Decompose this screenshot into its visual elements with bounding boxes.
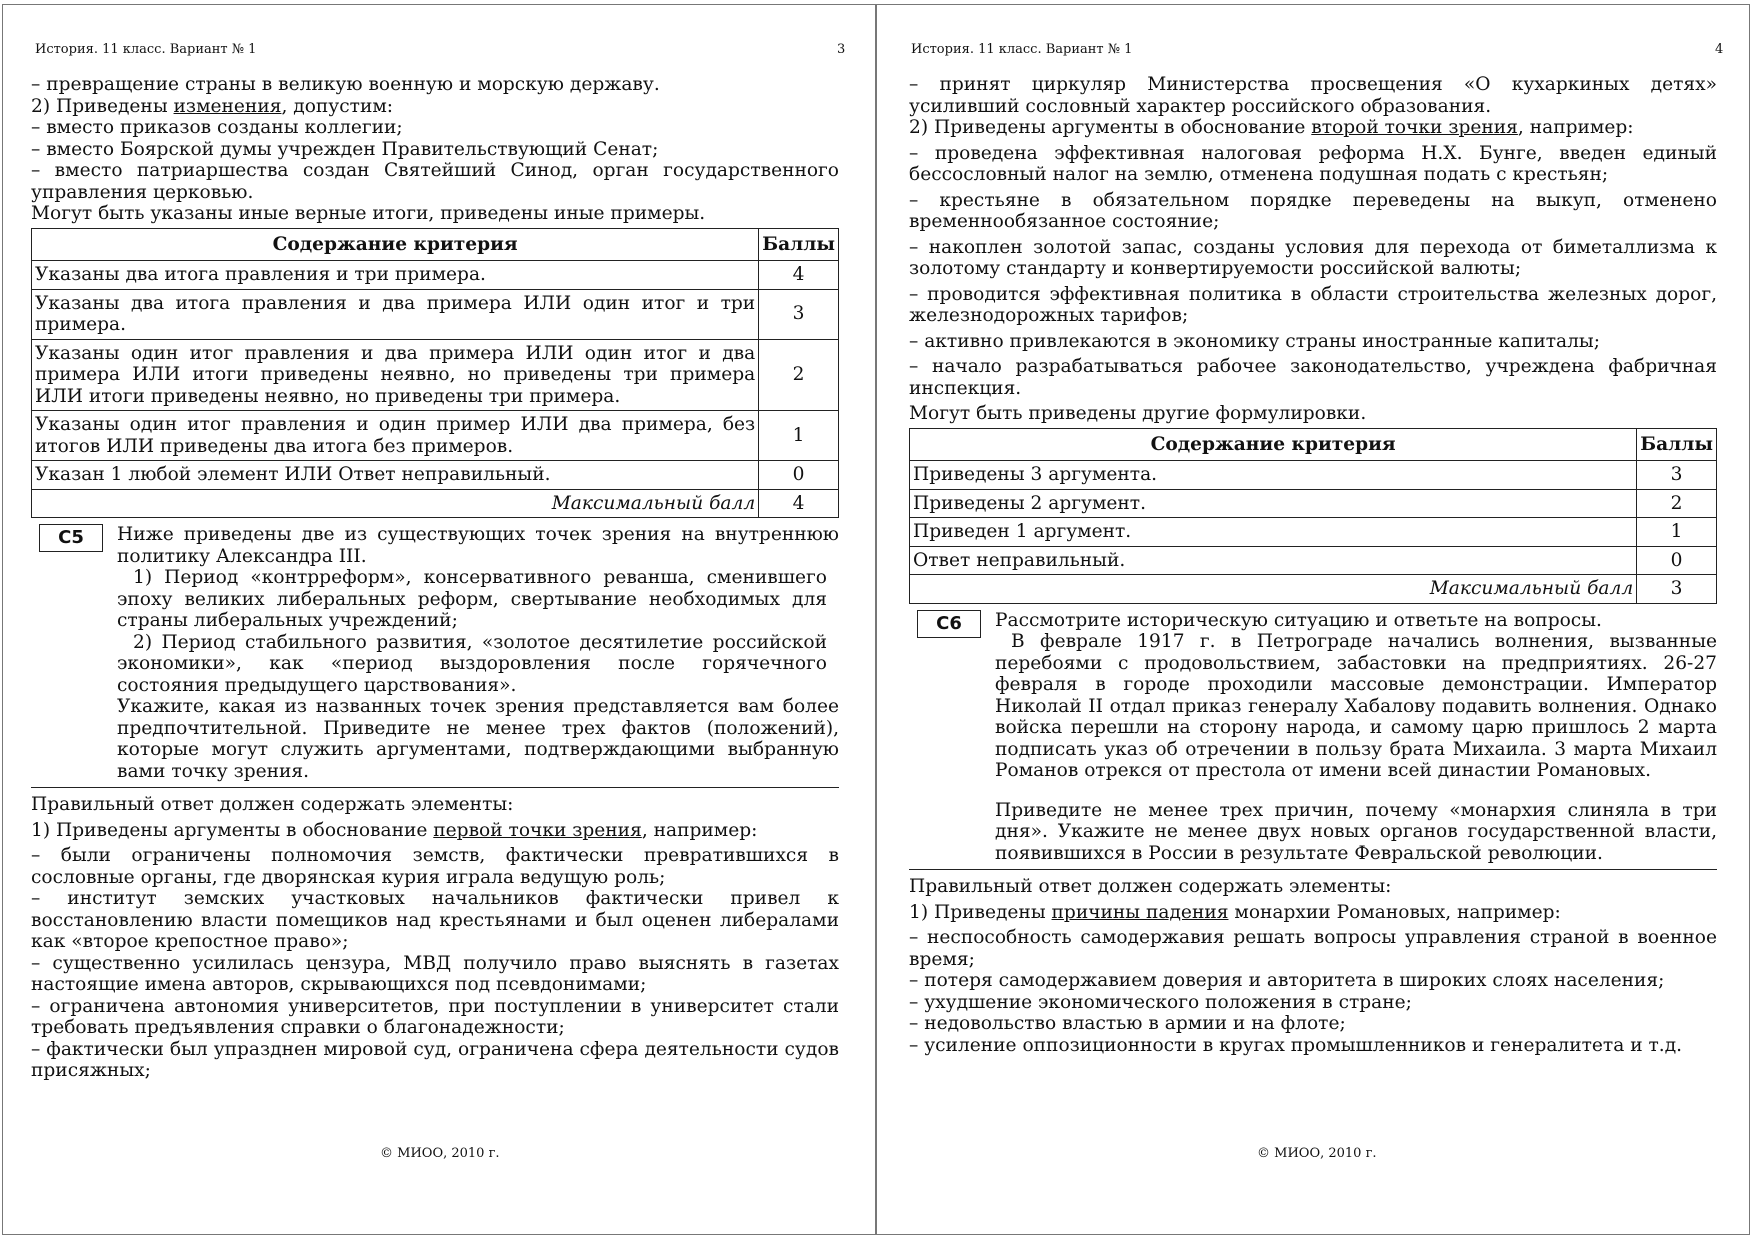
list-item: – активно привлекаются в экономику страны иностранные капиталы; [909, 330, 1600, 352]
table-row [910, 461, 1717, 490]
list-item: – недовольство властью в армии и на флоте; [909, 1013, 1346, 1034]
list-item: – фактически был упразднен мировой суд, ограничена сфера деятельности судов присяжных; [31, 1038, 839, 1081]
score-cell: 2 [1637, 489, 1717, 518]
table-cell: Приведены 3 аргумента. [910, 461, 1637, 490]
table-row [910, 518, 1717, 547]
table-header: Баллы [759, 228, 839, 261]
table-row [910, 546, 1717, 575]
table-header: Баллы [1637, 428, 1717, 461]
task-text: 1) Период «контрреформ», консервативного реванша, сменившего эпоху великих либеральных реформ, свертывание необходимых для страны либеральных учреждений; [117, 567, 827, 631]
score-cell: 3 [1637, 461, 1717, 490]
score-cell: 3 [759, 289, 839, 339]
page-number: 4 [1715, 42, 1724, 57]
paragraph: Правильный ответ должен содержать элементы: [909, 876, 1392, 897]
table-header-row [910, 428, 1717, 461]
table-cell: Указан 1 любой элемент ИЛИ Ответ неправильный. [32, 461, 759, 490]
list-item: – были ограничены полномочия земств, фактически превратившихся в сословные органы, где дворянская курия играла ведущую роль; [31, 845, 839, 888]
score-cell: 1 [1637, 518, 1717, 547]
max-score-cell: 4 [759, 489, 839, 518]
task-body [117, 524, 839, 782]
paragraph: 2) Приведены аргументы в обоснование второй точки зрения, например: [909, 117, 1634, 138]
list-item: – начало разрабатываться рабочее законодательство, учреждена фабричная инспекция. [909, 356, 1717, 399]
list-item: – проводится эффективная политика в области строительства железных дорог, железнодорожных тарифов; [909, 283, 1717, 326]
list-item: – усиление оппозиционности в кругах промышленников и генералитета и т.д. [909, 1034, 1683, 1056]
table-row [32, 339, 839, 411]
criteria-table [31, 228, 839, 519]
page-left [2, 4, 876, 1235]
paragraph: 1) Приведены аргументы в обоснование первой точки зрения, например: [31, 819, 758, 841]
list-item: – проведена эффективная налоговая реформа Н.Х. Бунге, введен единый бессословный налог на землю, отменена подушная подать с крестьян; [909, 142, 1717, 185]
table-row [32, 411, 839, 461]
task-text: Рассмотрите историческую ситуацию и ответьте на вопросы. [995, 609, 1602, 631]
page-footer: © МИОО, 2010 г. [1257, 1146, 1377, 1161]
table-row [32, 261, 839, 290]
score-cell: 0 [759, 461, 839, 490]
paragraph: Правильный ответ должен содержать элементы: [31, 794, 514, 815]
score-cell: 1 [759, 411, 839, 461]
task-label: С5 [39, 524, 103, 552]
paragraph: 2) Приведены изменения, допустим: [31, 95, 394, 117]
table-cell: Приведены 2 аргумент. [910, 489, 1637, 518]
page-content [909, 74, 1717, 1056]
table-cell: Указаны два итога правления и три примера. [32, 261, 759, 290]
table-cell: Приведен 1 аргумент. [910, 518, 1637, 547]
table-cell: Указаны два итога правления и два примера ИЛИ один итог и три примера. [32, 289, 759, 339]
list-item: – ухудшение экономического положения в стране; [909, 991, 1412, 1013]
max-score-label: Максимальный балл [32, 489, 759, 518]
task-text: В феврале 1917 г. в Петрограде начались волнения, вызванные перебоями с продовольствием, забастовки на предприятиях. 26-27 февраля в городе проходили массовые демонстрации. Император Николай II отдал приказ генералу Хабалову подавить волнения. Однако войска перешли на сторону народа, и самому царю пришлось 2 марта подписать указ об отречении в пользу брата Михаила. 3 марта Михаил Романов отрекся от престола от имени всей династии Романовых. [995, 631, 1717, 781]
list-item: – вместо приказов созданы коллегии; [31, 117, 403, 138]
task-label: С6 [917, 610, 981, 638]
task-c6 [909, 610, 1717, 865]
table-row [32, 461, 839, 490]
list-item: – ограничена автономия университетов, при поступлении в университет стали требовать предъявления справки о благонадежности; [31, 995, 839, 1038]
score-cell: 0 [1637, 546, 1717, 575]
task-text: Укажите, какая из названных точек зрения представляется вам более предпочтительной. Приведите не менее трех фактов (положений), которые могут служить аргументами, подтверждающими выбранную вами точку зрения. [117, 696, 839, 782]
task-c5 [31, 524, 839, 782]
table-cell: Ответ неправильный. [910, 546, 1637, 575]
task-text: 2) Период стабильного развития, «золотое десятилетие российской экономики», как «период выздоровления после горячечного состояния предыдущего царствования». [117, 631, 827, 696]
list-item: – институт земских участковых начальников фактически привел к восстановлению власти помещиков над крестьянами и был оценен либералами как «второе крепостное право»; [31, 888, 839, 952]
page-number: 3 [837, 42, 846, 57]
list-item: – неспособность самодержавия решать вопросы управления страной в военное время; [909, 927, 1717, 970]
table-cell: Указаны один итог правления и один пример ИЛИ два примера, без итогов ИЛИ приведены два итога без примеров. [32, 411, 759, 461]
task-body [995, 610, 1717, 865]
table-cell: Указаны один итог правления и два примера ИЛИ один итог и два примера ИЛИ итоги приведены неявно, но приведены три примера ИЛИ итоги приведены неявно, но приведены три примера. [32, 339, 759, 411]
task-text: Приведите не менее трех причин, почему «монархия слиняла в три дня». Укажите не менее двух новых органов государственной власти, появившихся в России в результате Февральской революции. [995, 799, 1717, 864]
page-content [31, 74, 839, 1082]
table-header: Содержание критерия [32, 228, 759, 261]
task-text: Ниже приведены две из существующих точек зрения на внутреннюю политику Александра III. [117, 524, 839, 567]
table-header-row [32, 228, 839, 261]
page-right [876, 4, 1750, 1235]
max-score-label: Максимальный балл [910, 575, 1637, 604]
score-cell: 4 [759, 261, 839, 290]
page-footer: © МИОО, 2010 г. [380, 1146, 500, 1161]
paragraph: Могут быть указаны иные верные итоги, приведены иные примеры. [31, 203, 706, 224]
table-row [910, 489, 1717, 518]
paragraph: – превращение страны в великую военную и морскую державу. [31, 74, 660, 95]
max-score-cell: 3 [1637, 575, 1717, 604]
table-row [32, 289, 839, 339]
table-row [32, 489, 839, 518]
table-row [910, 575, 1717, 604]
list-item: – принят циркуляр Министерства просвещения «О кухаркиных детях» усиливший сословный характер российского образования. [909, 74, 1717, 117]
paragraph: 1) Приведены причины падения монархии Романовых, например: [909, 901, 1561, 923]
divider [31, 787, 839, 788]
page-header: История. 11 класс. Вариант № 1 [35, 42, 257, 57]
criteria-table [909, 428, 1717, 604]
list-item: – крестьяне в обязательном порядке переведены на выкуп, отменено временнообязанное состояние; [909, 189, 1717, 232]
list-item: – накоплен золотой запас, созданы условия для перехода от биметаллизма к золотому стандарту и конвертируемости российской валюты; [909, 236, 1717, 279]
list-item: – вместо патриаршества создан Святейший Синод, орган государственного управления церковью. [31, 160, 839, 203]
paragraph: Могут быть приведены другие формулировки. [909, 403, 1367, 424]
table-header: Содержание критерия [910, 428, 1637, 461]
list-item: – вместо Боярской думы учрежден Правительствующий Сенат; [31, 138, 659, 160]
list-item: – потеря самодержавием доверия и авторитета в широких слоях населения; [909, 970, 1665, 991]
list-item: – существенно усилилась цензура, МВД получило право выяснять в газетах настоящие имена авторов, скрывающихся под псевдонимами; [31, 952, 839, 995]
divider [909, 869, 1717, 870]
score-cell: 2 [759, 339, 839, 411]
page-header: История. 11 класс. Вариант № 1 [911, 42, 1133, 57]
